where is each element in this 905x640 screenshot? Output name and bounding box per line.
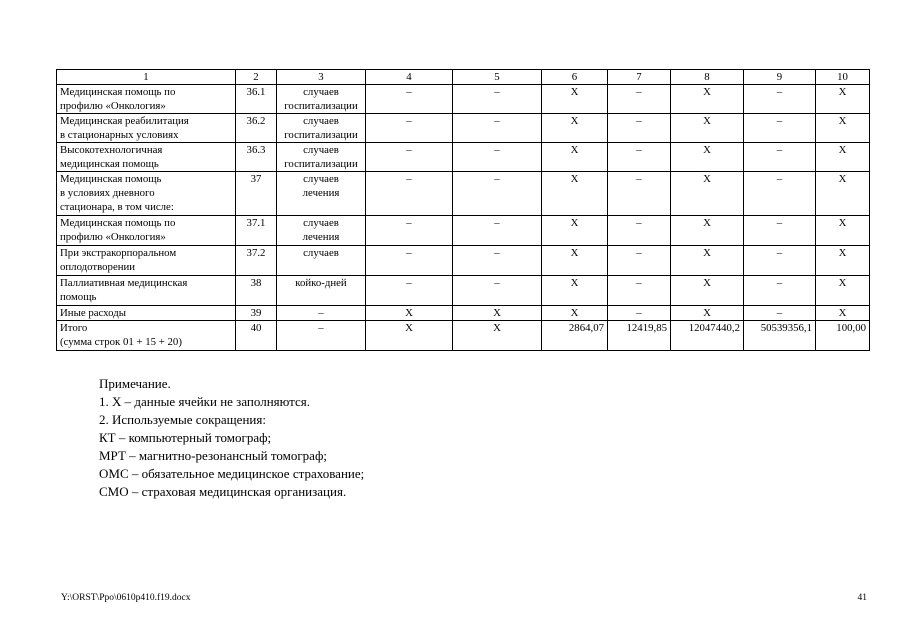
row-value-cell: Х <box>671 143 744 172</box>
row-value-cell: Х <box>671 246 744 276</box>
row-value-cell: – <box>608 306 671 321</box>
row-name-cell: Медицинская помощь по профилю «Онкология» <box>57 216 236 246</box>
row-value-cell: – <box>366 143 453 172</box>
row-value-cell: Х <box>671 114 744 143</box>
row-value-cell: – <box>744 85 816 114</box>
table-row <box>57 216 870 246</box>
row-value-cell: Х <box>453 321 542 351</box>
row-value-cell: – <box>744 306 816 321</box>
note-line: КТ – компьютерный томограф; <box>99 430 272 445</box>
table-header-row <box>57 70 870 85</box>
row-value-cell: Х <box>542 114 608 143</box>
row-value-cell: Х <box>453 306 542 321</box>
row-unit-cell: – <box>277 306 366 321</box>
row-value-cell: – <box>608 143 671 172</box>
row-value-cell: – <box>453 246 542 276</box>
table-row <box>57 306 870 321</box>
row-value-cell: – <box>608 216 671 246</box>
note-line: ОМС – обязательное медицинское страхование; <box>99 466 365 481</box>
note-line: 1. Х – данные ячейки не заполняются. <box>99 394 311 409</box>
row-value-cell: Х <box>816 216 870 246</box>
row-name-cell: Медицинская помощь по профилю «Онкология» <box>57 85 236 114</box>
row-value-cell: – <box>744 246 816 276</box>
row-value-cell: Х <box>671 216 744 246</box>
footer-file-path: Y:\ORST\Ppo\0610p410.f19.docx <box>61 593 191 603</box>
row-code-cell: 40 <box>236 321 277 351</box>
row-unit-cell: – <box>277 321 366 351</box>
note-title: Примечание. <box>99 376 171 391</box>
row-value-cell: 50539356,1 <box>744 321 816 351</box>
note-block <box>99 375 799 501</box>
table-row <box>57 172 870 216</box>
table-row <box>57 246 870 276</box>
row-value-cell: Х <box>366 321 453 351</box>
data-table <box>56 69 870 351</box>
row-value-cell: – <box>608 172 671 216</box>
row-value-cell: – <box>608 246 671 276</box>
row-name-cell: Паллиативная медицинская помощь <box>57 276 236 306</box>
row-name-cell: Медицинская помощь в условиях дневного стационара, в том числе: <box>57 172 236 216</box>
row-value-cell: – <box>453 216 542 246</box>
row-value-cell: Х <box>816 143 870 172</box>
row-name-cell: Иные расходы <box>57 306 236 321</box>
row-value-cell: Х <box>542 306 608 321</box>
table-row <box>57 85 870 114</box>
row-value-cell: – <box>453 114 542 143</box>
row-value-cell: – <box>744 276 816 306</box>
row-value-cell: Х <box>671 306 744 321</box>
header-cell: 9 <box>744 70 816 85</box>
row-unit-cell: случаев госпитализации <box>277 143 366 172</box>
row-code-cell: 39 <box>236 306 277 321</box>
row-value-cell: Х <box>816 246 870 276</box>
row-value-cell: – <box>366 114 453 143</box>
row-code-cell: 36.1 <box>236 85 277 114</box>
row-value-cell: Х <box>542 246 608 276</box>
header-cell: 6 <box>542 70 608 85</box>
row-value-cell: – <box>744 172 816 216</box>
header-cell: 3 <box>277 70 366 85</box>
row-code-cell: 36.3 <box>236 143 277 172</box>
table-row-total <box>57 321 870 351</box>
row-value-cell: Х <box>542 85 608 114</box>
row-value-cell: Х <box>671 85 744 114</box>
row-value-cell: – <box>744 143 816 172</box>
row-code-cell: 37.2 <box>236 246 277 276</box>
row-value-cell: – <box>453 85 542 114</box>
row-value-cell: Х <box>816 306 870 321</box>
table-row <box>57 276 870 306</box>
row-value-cell: Х <box>542 276 608 306</box>
row-unit-cell: случаев госпитализации <box>277 114 366 143</box>
row-value-cell: 2864,07 <box>542 321 608 351</box>
row-name-cell: Медицинская реабилитация в стационарных условиях <box>57 114 236 143</box>
row-unit-cell: случаев лечения <box>277 216 366 246</box>
row-code-cell: 37.1 <box>236 216 277 246</box>
row-name-cell: Высокотехнологичная медицинская помощь <box>57 143 236 172</box>
row-value-cell: – <box>366 172 453 216</box>
row-value-cell: – <box>453 143 542 172</box>
row-unit-cell: случаев <box>277 246 366 276</box>
header-cell: 10 <box>816 70 870 85</box>
header-cell: 1 <box>57 70 236 85</box>
header-cell: 2 <box>236 70 277 85</box>
note-line: СМО – страховая медицинская организация. <box>99 484 347 499</box>
row-value-cell: – <box>366 85 453 114</box>
note-line: 2. Используемые сокращения: <box>99 412 266 427</box>
row-value-cell: Х <box>542 172 608 216</box>
row-value-cell: 12419,85 <box>608 321 671 351</box>
row-value-cell: Х <box>542 216 608 246</box>
header-cell: 7 <box>608 70 671 85</box>
row-value-cell: Х <box>816 114 870 143</box>
header-cell: 5 <box>453 70 542 85</box>
note-line: МРТ – магнитно-резонансный томограф; <box>99 448 327 463</box>
row-unit-cell: случаев госпитализации <box>277 85 366 114</box>
row-value-cell: 100,00 <box>816 321 870 351</box>
row-unit-cell: койко-дней <box>277 276 366 306</box>
row-code-cell: 36.2 <box>236 114 277 143</box>
row-value-cell: Х <box>816 85 870 114</box>
row-code-cell: 37 <box>236 172 277 216</box>
row-value-cell: – <box>453 172 542 216</box>
row-value-cell: – <box>453 276 542 306</box>
header-cell: 8 <box>671 70 744 85</box>
row-value-cell: Х <box>542 143 608 172</box>
row-code-cell: 38 <box>236 276 277 306</box>
row-value-cell: – <box>366 276 453 306</box>
row-value-cell: – <box>744 114 816 143</box>
table-row <box>57 143 870 172</box>
row-value-cell: Х <box>366 306 453 321</box>
table-row <box>57 114 870 143</box>
row-value-cell: Х <box>816 172 870 216</box>
page-number: 41 <box>857 593 867 603</box>
row-value-cell: – <box>366 246 453 276</box>
header-cell: 4 <box>366 70 453 85</box>
row-value-cell: Х <box>816 276 870 306</box>
row-name-cell: При экстракорпоральном оплодотворении <box>57 246 236 276</box>
row-name-cell: Итого (сумма строк 01 + 15 + 20) <box>57 321 236 351</box>
row-value-cell: – <box>608 85 671 114</box>
row-value-cell: Х <box>671 172 744 216</box>
row-value-cell: – <box>366 216 453 246</box>
row-value-cell: 12047440,2 <box>671 321 744 351</box>
row-value-cell: – <box>608 276 671 306</box>
row-value-cell: Х <box>671 276 744 306</box>
row-value-cell: – <box>744 216 816 246</box>
row-unit-cell: случаев лечения <box>277 172 366 216</box>
row-value-cell: – <box>608 114 671 143</box>
